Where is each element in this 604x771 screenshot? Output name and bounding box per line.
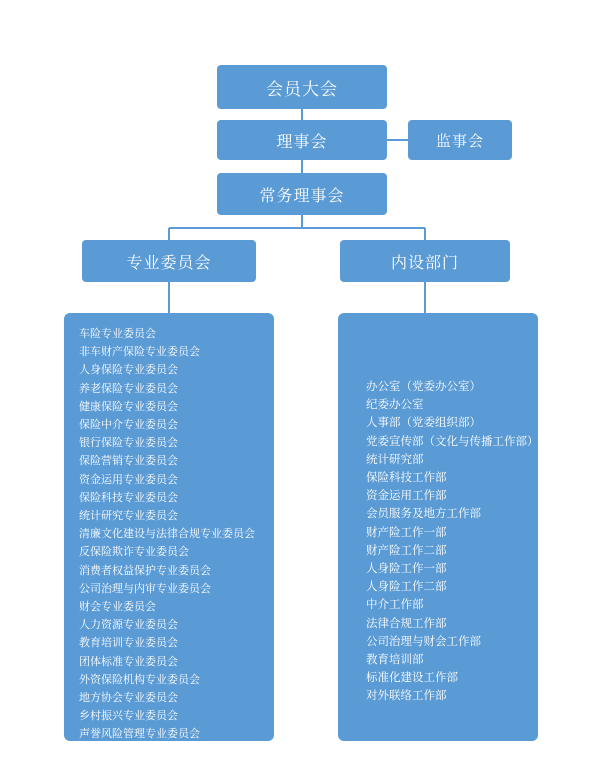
list-item: 声誉风险管理专业委员会 <box>79 728 200 741</box>
node-professional-committees-label: 专业委员会 <box>126 254 212 272</box>
list-item: 乡村振兴专业委员会 <box>79 710 178 723</box>
list-item: 公司治理与内审专业委员会 <box>79 582 211 595</box>
node-supervisor[interactable] <box>408 120 512 160</box>
list-item: 人身保险专业委员会 <box>79 364 178 377</box>
node-standing-council[interactable] <box>217 173 387 215</box>
node-professional-committees[interactable] <box>82 240 256 282</box>
list-item: 统计研究专业委员会 <box>79 510 178 523</box>
list-item: 财会专业委员会 <box>79 601 156 614</box>
list-item: 教育培训专业委员会 <box>79 637 178 650</box>
node-standing-council-label: 常务理事会 <box>259 187 345 205</box>
list-item: 党委宣传部（文化与传播工作部） <box>366 435 539 448</box>
panel-departments <box>338 313 538 741</box>
committees-list <box>64 325 274 762</box>
panel-committees <box>64 313 274 759</box>
list-item: 纪委办公室 <box>366 399 424 412</box>
list-item: 保险科技专业委员会 <box>79 491 178 504</box>
list-item: 人身险工作一部 <box>366 563 447 576</box>
list-item: 外资保险机构专业委员会 <box>79 673 200 686</box>
list-item: 法律合规工作部 <box>366 617 447 630</box>
node-internal-departments[interactable] <box>340 240 510 282</box>
list-item: 财产险工作一部 <box>366 526 447 539</box>
list-item: 教育培训部 <box>366 654 424 667</box>
list-item: 财产险工作二部 <box>366 544 447 557</box>
node-assembly[interactable] <box>217 65 387 109</box>
list-item: 公司治理与财会工作部 <box>366 635 481 648</box>
list-item: 车险专业委员会 <box>79 328 156 340</box>
list-item: 健康保险专业委员会 <box>79 400 178 413</box>
list-item: 非车财产保险专业委员会 <box>79 346 200 359</box>
list-item: 标准化建设工作部 <box>366 672 458 685</box>
list-item: 中介工作部 <box>366 599 424 612</box>
list-item: 地方协会专业委员会 <box>79 692 178 705</box>
list-item: 资金运用专业委员会 <box>79 473 178 486</box>
list-item: 统计研究部 <box>366 453 424 466</box>
node-assembly-label: 会员大会 <box>266 79 338 99</box>
list-item: 保险中介专业委员会 <box>79 419 178 432</box>
list-item: 保险科技工作部 <box>366 472 447 485</box>
departments-list <box>338 325 538 706</box>
list-item: 银行保险专业委员会 <box>79 437 178 450</box>
node-internal-departments-label: 内设部门 <box>390 254 459 272</box>
list-item: 人事部（党委组织部） <box>366 417 481 430</box>
list-item: 保险营销专业委员会 <box>79 455 178 468</box>
node-supervisor-label: 监事会 <box>435 132 484 150</box>
list-item: 养老保险专业委员会 <box>79 382 178 395</box>
node-council-label: 理事会 <box>276 133 328 151</box>
list-item: 办公室（党委办公室） <box>366 381 481 393</box>
list-item: 资金运用工作部 <box>366 490 447 503</box>
list-item: 对外联络工作部 <box>366 690 447 703</box>
list-item: 清廉文化建设与法律合规专业委员会 <box>79 528 255 541</box>
list-item: 人力资源专业委员会 <box>79 619 178 632</box>
list-item: 互联网保险专业委员会（筹） <box>79 746 222 759</box>
list-item: 人身险工作二部 <box>366 581 447 594</box>
list-item: 团体标准专业委员会 <box>79 655 178 668</box>
list-item: 反保险欺诈专业委员会 <box>79 546 189 559</box>
list-item: 消费者权益保护专业委员会 <box>79 564 211 577</box>
node-council[interactable] <box>217 120 387 160</box>
list-item: 会员服务及地方工作部 <box>366 508 481 521</box>
